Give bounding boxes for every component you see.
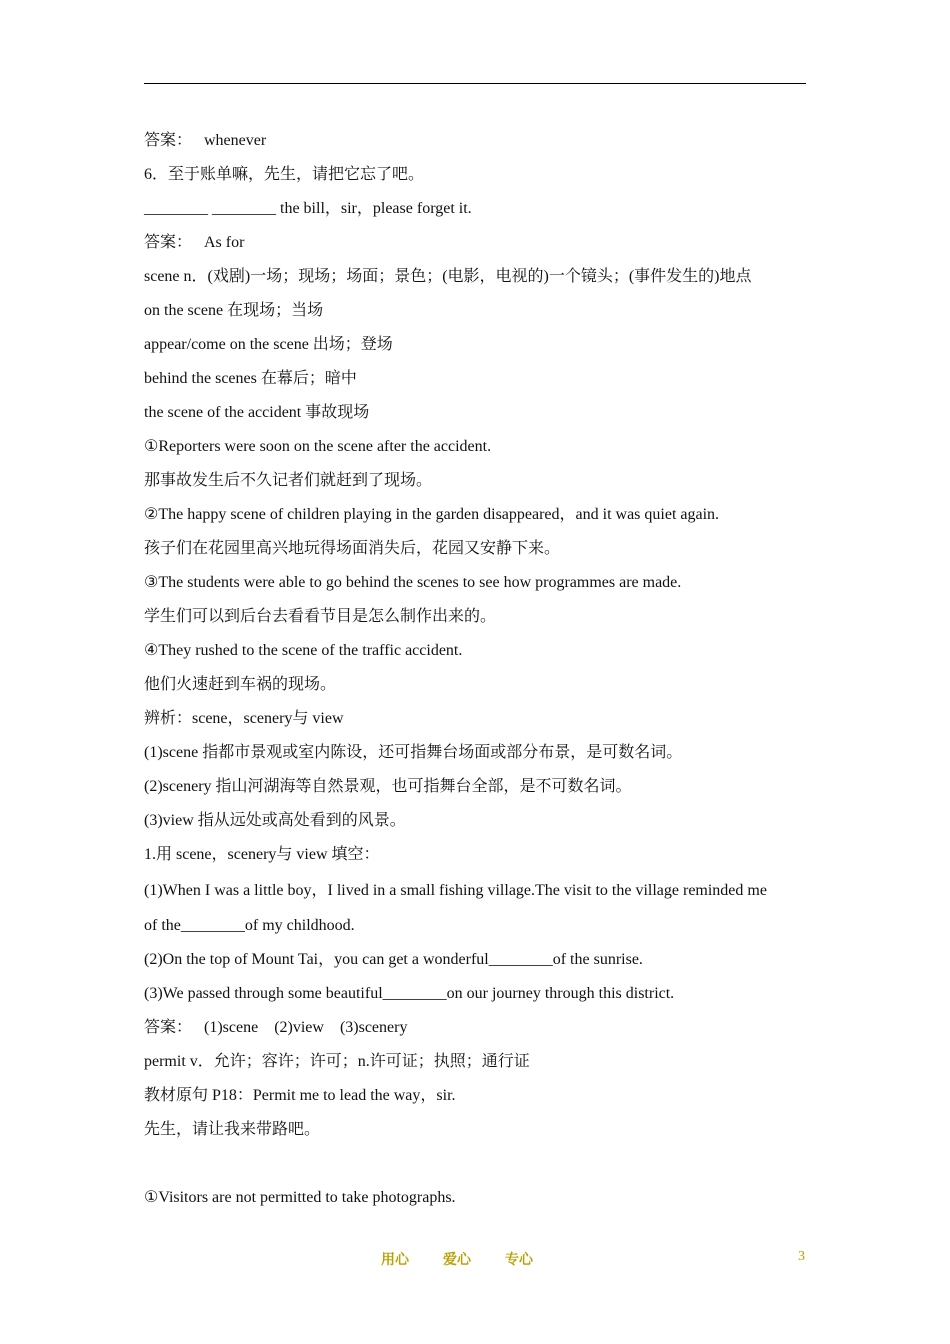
answer-line: 答案： As for [144,234,245,251]
example-translation: 先生，请让我来带路吧。 [144,1121,321,1138]
analysis-item: (2)scenery 指山河湖海等自然景观，也可指舞台全部，是不可数名词。 [144,778,632,795]
phrase-line: the scene of the accident 事故现场 [144,404,370,421]
slogan-word: 用心 [381,1252,409,1268]
example-translation: 他们火速赶到车祸的现场。 [144,676,337,693]
answer-line: 答案： (1)scene (2)view (3)scenery [144,1019,408,1036]
example-sentence: ②The happy scene of children playing in the garden disappeared，and it was quiet again. [144,506,720,523]
example-sentence: ④They rushed to the scene of the traffic accident. [144,642,463,659]
exercise-item: (1)When I was a little boy，I lived in a small fishing village.The visit to the village reminded me [144,882,767,899]
exercise-item-cont: of the________of my childhood. [144,917,355,934]
analysis-heading: 辨析：scene，scenery与 view [144,710,344,727]
vocab-entry: permit v．允许；容许；许可；n.许可证；执照；通行证 [144,1053,530,1070]
analysis-item: (1)scene 指都市景观或室内陈设，还可指舞台场面或部分布景，是可数名词。 [144,744,683,761]
vocab-entry: scene n．(戏剧)一场；现场；场面；景色；(电影，电视的)一个镜头；(事件发生的)地点 [144,268,752,285]
phrase-line: appear/come on the scene 出场；登场 [144,336,393,353]
example-sentence: ①Visitors are not permitted to take photographs. [144,1189,456,1206]
page-footer [0,1249,950,1269]
example-translation: 孩子们在花园里高兴地玩得场面消失后，花园又安静下来。 [144,540,561,557]
example-translation: 那事故发生后不久记者们就赶到了现场。 [144,472,433,489]
slogan-word: 专心 [505,1252,533,1268]
answer-line: 答案： whenever [144,132,267,149]
example-sentence: ③The students were able to go behind the scenes to see how programmes are made. [144,574,682,591]
fill-blank-line: ________ ________ the bill，sir，please forget it. [144,200,472,217]
exercise-item: (2)On the top of Mount Tai，you can get a wonderful________of the sunrise. [144,951,643,968]
example-sentence: ①Reporters were soon on the scene after the accident. [144,438,492,455]
blank-line [144,1147,814,1181]
phrase-line: behind the scenes 在幕后；暗中 [144,370,357,387]
exercise-item: (3)We passed through some beautiful________on our journey through this district. [144,985,675,1002]
page-number: 3 [798,1249,805,1264]
document-body [144,124,814,1215]
slogan-word: 爱心 [443,1252,471,1268]
example-translation: 学生们可以到后台去看看节目是怎么制作出来的。 [144,608,497,625]
exercise-heading: 1.用 scene，scenery与 view 填空： [144,846,380,863]
header-rule [144,83,806,84]
textbook-sentence: 教材原句 P18：Permit me to lead the way，sir. [144,1087,456,1104]
analysis-item: (3)view 指从远处或高处看到的风景。 [144,812,406,829]
footer-slogan [381,1249,567,1269]
phrase-line: on the scene 在现场；当场 [144,302,324,319]
question-line: 6．至于账单嘛，先生，请把它忘了吧。 [144,166,425,183]
